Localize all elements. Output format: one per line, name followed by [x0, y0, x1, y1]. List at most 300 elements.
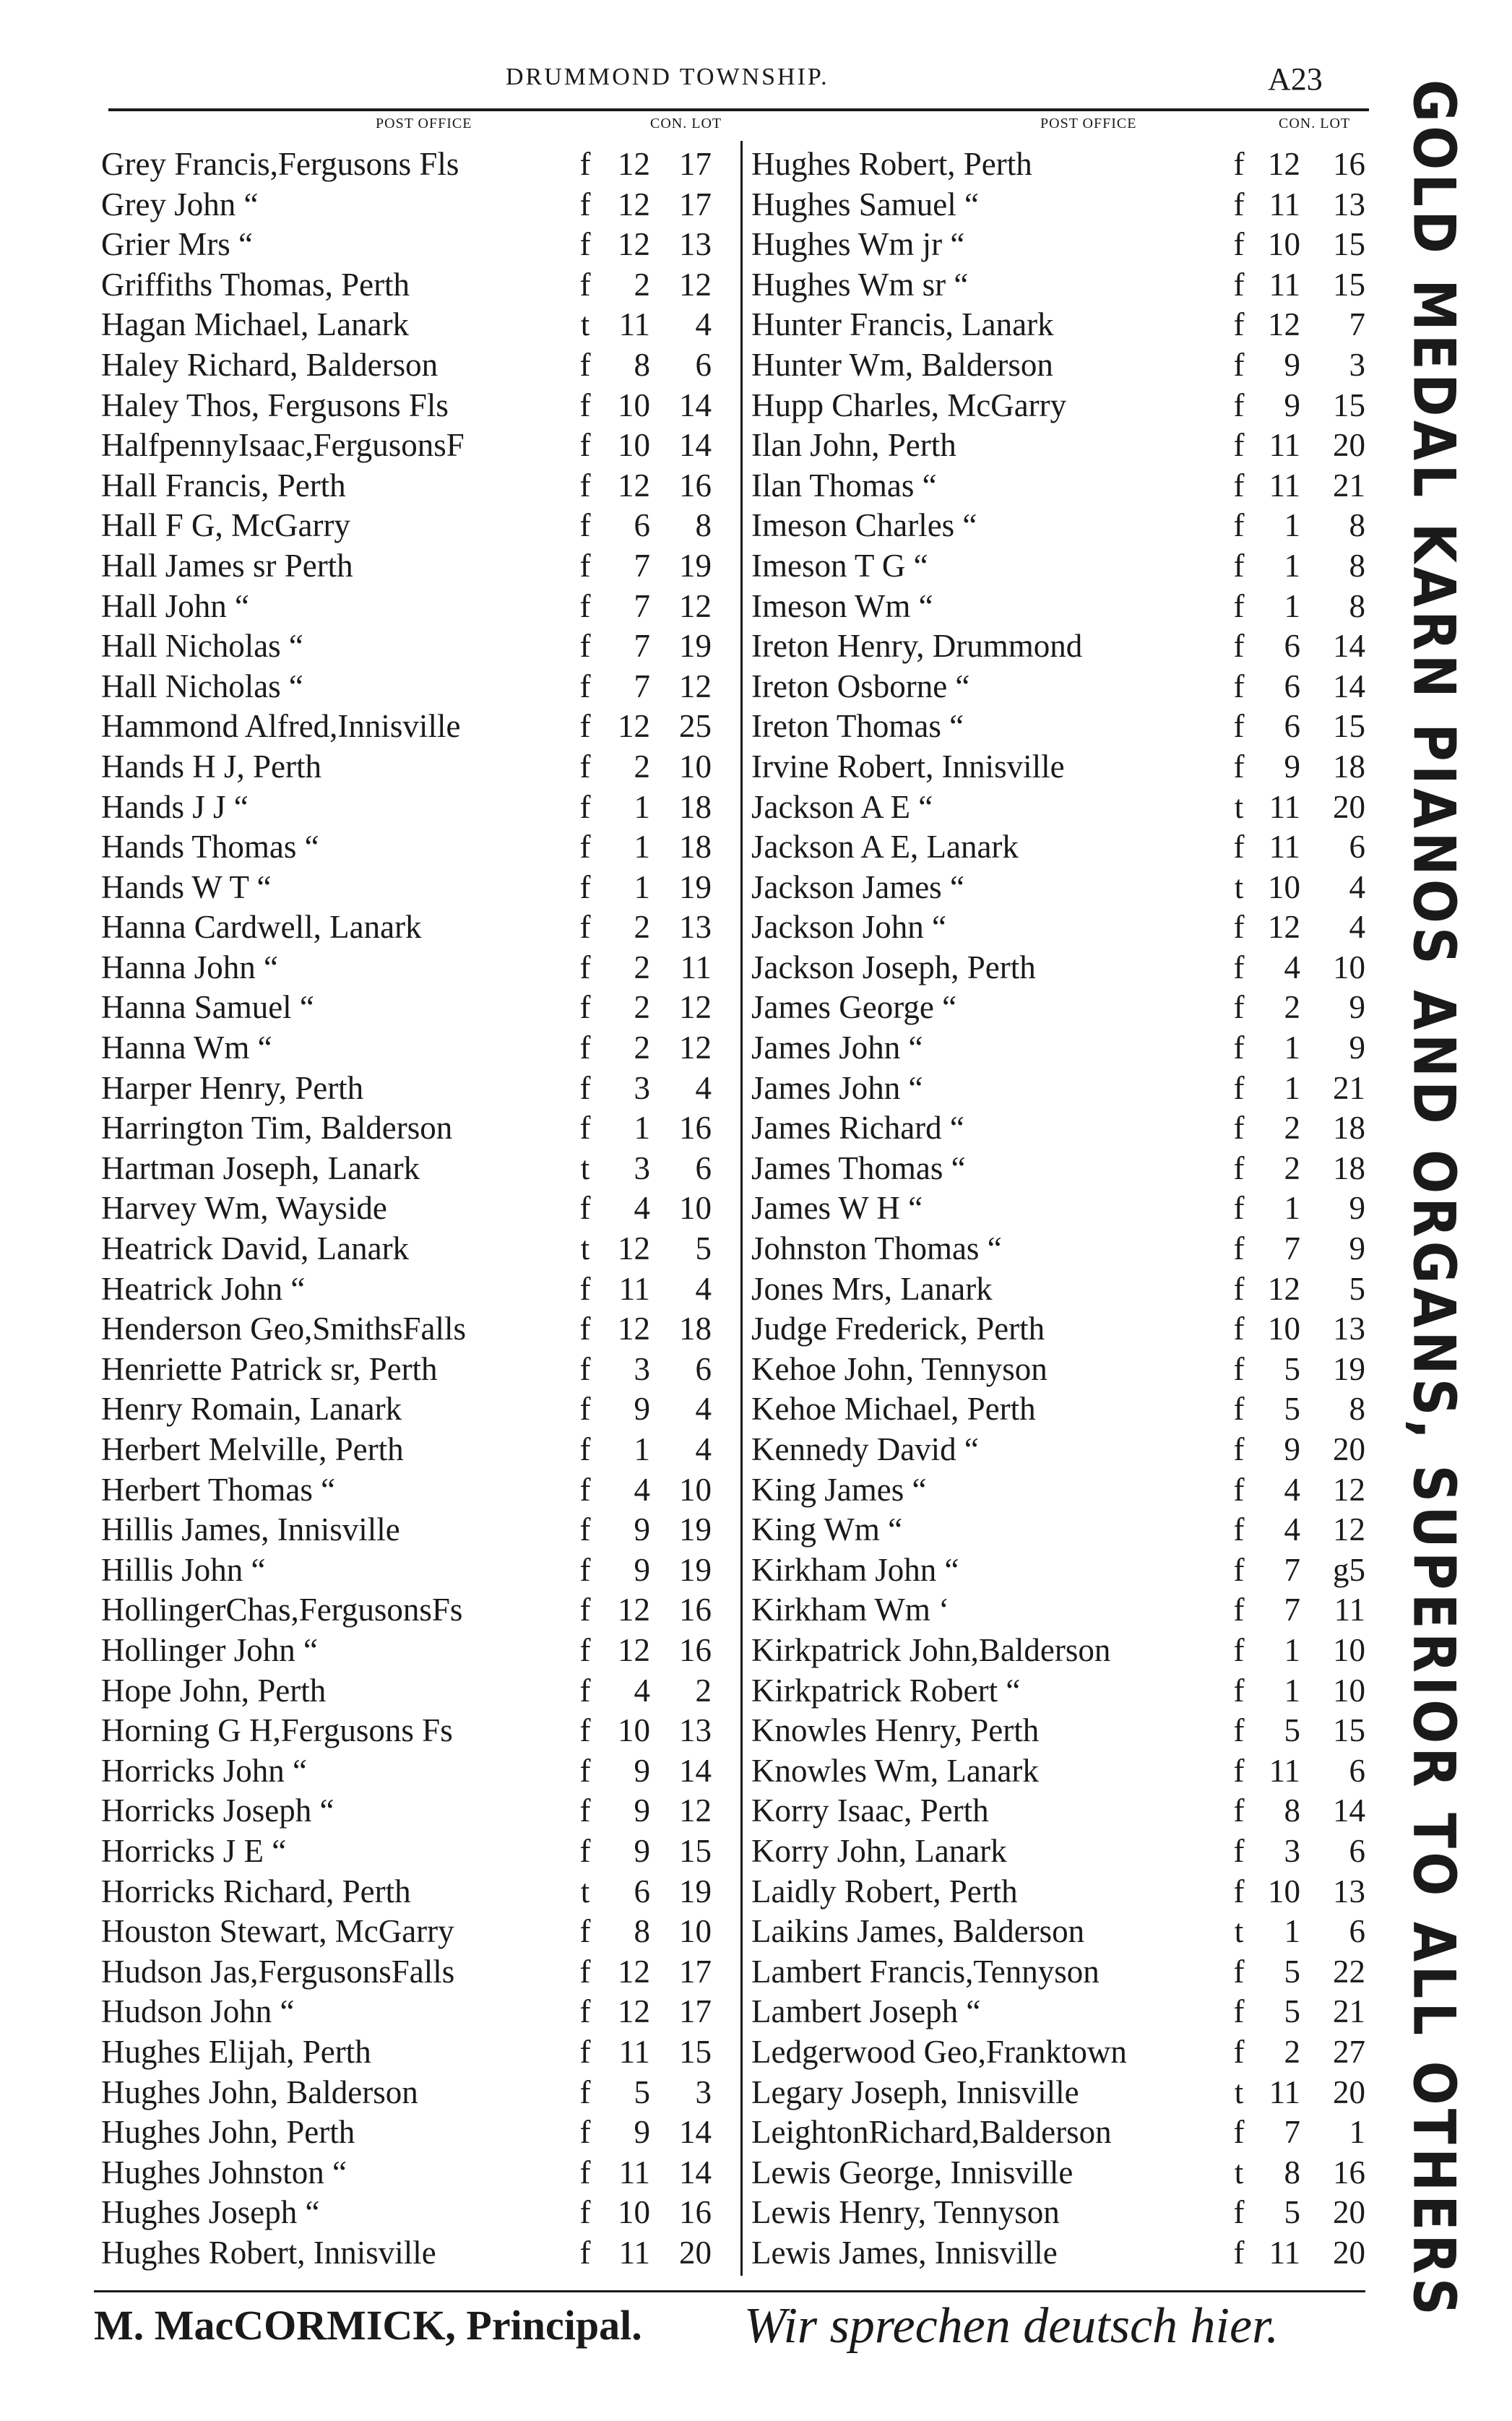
directory-entry	[751, 1912, 1373, 1952]
page-title: DRUMMOND TOWNSHIP.	[506, 64, 829, 90]
entry-con-type: f	[579, 909, 591, 946]
entry-lot: 4	[695, 1270, 712, 1307]
entry-con-type: f	[1233, 1551, 1245, 1588]
directory-entry	[101, 868, 737, 908]
entry-con-type: f	[1233, 1631, 1245, 1668]
entry-con-type: f	[579, 1953, 591, 1990]
entry-concession: 5	[1284, 1953, 1300, 1990]
entry-concession: 9	[634, 1551, 650, 1588]
entry-concession: 11	[618, 1270, 650, 1307]
entry-concession: 9	[1284, 1431, 1300, 1467]
entry-name: Henry Romain, Lanark	[101, 1391, 402, 1428]
directory-entry	[751, 1550, 1373, 1591]
directory-entry	[101, 345, 737, 386]
entry-concession: 1	[1284, 1913, 1300, 1950]
entry-concession: 12	[618, 226, 650, 263]
footer-german-note: Wir sprechen deutsch hier.	[744, 2298, 1279, 2354]
directory-entry	[751, 988, 1373, 1028]
entry-concession: 1	[1284, 1631, 1300, 1668]
directory-entry	[751, 1069, 1373, 1109]
entry-lot: 14	[679, 387, 712, 423]
entry-concession: 9	[634, 1752, 650, 1789]
directory-entry	[101, 1149, 737, 1189]
entry-name: Horricks J E “	[101, 1832, 287, 1869]
entry-con-type: f	[579, 2234, 591, 2271]
entry-con-type: t	[1234, 788, 1244, 825]
entry-lot: 16	[679, 2194, 712, 2231]
entry-name: Hanna Cardwell, Lanark	[101, 909, 422, 946]
entry-con-type: f	[1233, 1069, 1245, 1106]
entry-lot: 18	[1333, 1149, 1365, 1186]
entry-name: Hunter Francis, Lanark	[751, 306, 1054, 343]
entry-lot: 14	[1333, 628, 1365, 665]
directory-entry	[101, 546, 737, 587]
entry-lot: 8	[1349, 547, 1365, 584]
entry-con-type: f	[1233, 1873, 1245, 1909]
directory-entry	[751, 1108, 1373, 1149]
entry-name: Kirkham Wm ‘	[751, 1592, 950, 1628]
entry-lot: 8	[1349, 507, 1365, 544]
entry-con-type: f	[579, 2194, 591, 2231]
entry-name: Lewis George, Innisville	[751, 2154, 1073, 2191]
directory-entry	[101, 1069, 737, 1109]
entry-con-type: f	[579, 2033, 591, 2070]
entry-name: Harper Henry, Perth	[101, 1069, 364, 1106]
entry-con-type: f	[1233, 829, 1245, 866]
entry-con-type: f	[579, 1471, 591, 1508]
entry-concession: 6	[1284, 708, 1300, 745]
entry-concession: 2	[634, 1030, 650, 1066]
entry-name: HalfpennyIsaac,FergusonsF	[101, 427, 465, 464]
entry-name: Imeson T G “	[751, 547, 928, 584]
entry-concession: 3	[634, 1069, 650, 1106]
entry-con-type: f	[579, 186, 591, 223]
entry-lot: 12	[679, 989, 712, 1026]
entry-con-type: f	[579, 1350, 591, 1387]
left-post-office-heading: POST OFFICE	[376, 116, 472, 131]
entry-concession: 9	[634, 1511, 650, 1548]
entry-name: King Wm “	[751, 1511, 903, 1548]
entry-name: Kirkham John “	[751, 1551, 959, 1588]
entry-concession: 1	[1284, 1030, 1300, 1066]
directory-entry	[751, 1028, 1373, 1069]
entry-name: Jones Mrs, Lanark	[751, 1270, 993, 1307]
entry-con-type: f	[1233, 1030, 1245, 1066]
entry-name: Legary Joseph, Innisville	[751, 2073, 1079, 2110]
entry-concession: 12	[1268, 909, 1300, 946]
entry-con-type: f	[579, 226, 591, 263]
entry-con-type: f	[579, 829, 591, 866]
entry-con-type: f	[579, 1311, 591, 1347]
entry-lot: 6	[1349, 1913, 1365, 1950]
directory-entry	[751, 345, 1373, 386]
entry-con-type: f	[1233, 628, 1245, 665]
entry-con-type: f	[579, 628, 591, 665]
entry-con-type: f	[579, 1030, 591, 1066]
entry-lot: 9	[1349, 1030, 1365, 1066]
entry-concession: 5	[1284, 2194, 1300, 2231]
entry-con-type: f	[1233, 1953, 1245, 1990]
entry-lot: g5	[1333, 1551, 1365, 1588]
entry-name: Ilan John, Perth	[751, 427, 956, 464]
directory-entry	[101, 2073, 737, 2113]
directory-entry	[101, 2032, 737, 2073]
entry-concession: 11	[618, 2033, 650, 2070]
entry-name: Hall Francis, Perth	[101, 467, 346, 504]
entry-name: Kirkpatrick John,Balderson	[751, 1631, 1111, 1668]
entry-con-type: f	[579, 1270, 591, 1307]
directory-entry	[751, 1389, 1373, 1430]
side-advertisement-text: GOLD MEDAL KARN PIANOS AND ORGANS, SUPERIOR TO ALL OTHERS	[1400, 79, 1468, 2319]
directory-entry	[751, 426, 1373, 466]
entry-concession: 11	[1269, 186, 1300, 223]
entry-name: Hughes Robert, Innisville	[101, 2234, 436, 2271]
entry-concession: 5	[634, 2073, 650, 2110]
entry-con-type: f	[579, 748, 591, 785]
entry-name: Kehoe Michael, Perth	[751, 1391, 1036, 1428]
entry-lot: 15	[1333, 387, 1365, 423]
entry-lot: 4	[695, 1069, 712, 1106]
entry-concession: 10	[618, 1712, 650, 1749]
directory-entry	[751, 2193, 1373, 2233]
directory-entry	[101, 667, 737, 707]
entry-name: Laidly Robert, Perth	[751, 1873, 1018, 1909]
entry-name: Harrington Tim, Balderson	[101, 1110, 453, 1147]
entry-lot: 21	[1333, 1069, 1365, 1106]
directory-entry	[751, 185, 1373, 225]
entry-con-type: f	[1233, 1270, 1245, 1307]
entry-name: Hillis John “	[101, 1551, 266, 1588]
directory-entry	[101, 1550, 737, 1591]
directory-entry	[101, 1430, 737, 1470]
entry-name: Hughes John, Balderson	[101, 2073, 418, 2110]
entry-name: Ledgerwood Geo,Franktown	[751, 2033, 1127, 2070]
entry-lot: 14	[679, 1752, 712, 1789]
entry-concession: 3	[1284, 1832, 1300, 1869]
directory-entry	[101, 1510, 737, 1550]
entry-name: Jackson James “	[751, 868, 964, 905]
directory-entry	[751, 305, 1373, 345]
entry-lot: 6	[1349, 829, 1365, 866]
directory-entry	[751, 1229, 1373, 1269]
entry-concession: 12	[1268, 306, 1300, 343]
entry-lot: 18	[679, 788, 712, 825]
entry-concession: 6	[1284, 628, 1300, 665]
entry-con-type: f	[579, 2114, 591, 2151]
entry-lot: 14	[1333, 1792, 1365, 1829]
entry-name: James John “	[751, 1030, 923, 1066]
entry-name: Heatrick John “	[101, 1270, 306, 1307]
entry-name: Grey Francis,Fergusons Fls	[101, 146, 459, 182]
entry-name: Imeson Wm “	[751, 587, 933, 624]
entry-concession: 1	[634, 788, 650, 825]
entry-lot: 19	[679, 628, 712, 665]
entry-name: Hughes Johnston “	[101, 2154, 347, 2191]
directory-entry	[751, 587, 1373, 627]
entry-con-type: f	[579, 1752, 591, 1789]
entry-name: Hupp Charles, McGarry	[751, 387, 1067, 423]
entry-lot: 6	[695, 346, 712, 383]
directory-entry	[751, 1992, 1373, 2032]
entry-concession: 12	[618, 1311, 650, 1347]
entry-lot: 22	[1333, 1953, 1365, 1990]
entry-name: James Richard “	[751, 1110, 964, 1147]
directory-entry	[751, 1751, 1373, 1792]
entry-concession: 7	[634, 628, 650, 665]
directory-entry	[751, 1350, 1373, 1390]
entry-concession: 3	[634, 1350, 650, 1387]
entry-con-type: t	[580, 1230, 590, 1267]
entry-name: Hughes John, Perth	[101, 2114, 355, 2151]
entry-name: Jackson A E “	[751, 788, 933, 825]
entry-lot: 17	[679, 1993, 712, 2030]
entry-con-type: f	[1233, 507, 1245, 544]
entry-lot: 13	[1333, 1311, 1365, 1347]
entry-lot: 12	[1333, 1471, 1365, 1508]
directory-entry	[751, 225, 1373, 265]
entry-concession: 4	[1284, 949, 1300, 985]
entry-name: Hammond Alfred,Innisville	[101, 708, 461, 745]
entry-name: Korry Isaac, Perth	[751, 1792, 989, 1829]
entry-con-type: f	[1233, 708, 1245, 745]
entry-concession: 1	[1284, 1190, 1300, 1227]
directory-entry	[751, 667, 1373, 707]
directory-entry	[101, 1912, 737, 1952]
entry-concession: 12	[618, 708, 650, 745]
entry-name: Johnston Thomas “	[751, 1230, 1002, 1267]
entry-concession: 1	[634, 1110, 650, 1147]
entry-lot: 14	[679, 2154, 712, 2191]
directory-entry	[101, 1671, 737, 1712]
entry-concession: 7	[634, 668, 650, 704]
entry-concession: 2	[1284, 2033, 1300, 2070]
entry-name: Houston Stewart, McGarry	[101, 1913, 454, 1950]
entry-name: Henriette Patrick sr, Perth	[101, 1350, 438, 1387]
entry-con-type: f	[1233, 668, 1245, 704]
directory-entry	[101, 747, 737, 787]
entry-name: Ireton Henry, Drummond	[751, 628, 1083, 665]
entry-lot: 4	[695, 306, 712, 343]
directory-entry	[751, 1952, 1373, 1993]
entry-concession: 11	[1269, 2073, 1300, 2110]
directory-entry	[751, 1470, 1373, 1511]
entry-con-type: f	[1233, 989, 1245, 1026]
entry-concession: 9	[634, 1832, 650, 1869]
entry-lot: 9	[1349, 1230, 1365, 1267]
entry-con-type: f	[579, 547, 591, 584]
entry-lot: 5	[1349, 1270, 1365, 1307]
entry-con-type: f	[1233, 346, 1245, 383]
entry-con-type: f	[579, 587, 591, 624]
entry-concession: 12	[618, 146, 650, 182]
entry-lot: 16	[679, 1592, 712, 1628]
entry-con-type: f	[579, 949, 591, 985]
entry-concession: 8	[634, 1913, 650, 1950]
entry-con-type: f	[579, 1551, 591, 1588]
entry-name: Grey John “	[101, 186, 259, 223]
entry-con-type: f	[1233, 467, 1245, 504]
entry-lot: 2	[695, 1672, 712, 1709]
entry-name: Hall John “	[101, 587, 249, 624]
directory-entry	[101, 225, 737, 265]
directory-entry	[101, 1872, 737, 1912]
directory-entry	[101, 1711, 737, 1751]
entry-concession: 6	[634, 507, 650, 544]
entry-concession: 5	[1284, 1350, 1300, 1387]
entry-lot: 18	[1333, 1110, 1365, 1147]
entry-lot: 4	[1349, 868, 1365, 905]
entry-name: Herbert Thomas “	[101, 1471, 336, 1508]
entry-con-type: f	[1233, 587, 1245, 624]
entry-concession: 9	[1284, 387, 1300, 423]
entry-name: Ireton Thomas “	[751, 708, 964, 745]
entry-lot: 8	[1349, 1391, 1365, 1428]
directory-entry	[101, 626, 737, 667]
entry-name: Hunter Wm, Balderson	[751, 346, 1053, 383]
entry-concession: 11	[618, 306, 650, 343]
entry-concession: 9	[634, 2114, 650, 2151]
directory-entry	[751, 1149, 1373, 1189]
entry-concession: 6	[1284, 668, 1300, 704]
entry-name: Horricks Joseph “	[101, 1792, 334, 1829]
directory-entry	[751, 1831, 1373, 1872]
directory-entry	[751, 1631, 1373, 1671]
entry-name: Horricks John “	[101, 1752, 307, 1789]
entry-lot: 15	[1333, 708, 1365, 745]
entry-con-type: f	[579, 1431, 591, 1467]
directory-entry	[101, 1791, 737, 1831]
entry-con-type: f	[579, 266, 591, 303]
directory-entry	[101, 426, 737, 466]
entry-con-type: t	[1234, 1913, 1244, 1950]
entry-lot: 21	[1333, 467, 1365, 504]
entry-concession: 4	[1284, 1511, 1300, 1548]
entry-lot: 12	[679, 587, 712, 624]
left-directory-column	[101, 144, 737, 2273]
entry-con-type: f	[579, 387, 591, 423]
entry-concession: 1	[1284, 1069, 1300, 1106]
entry-con-type: f	[1233, 748, 1245, 785]
entry-lot: 15	[1333, 266, 1365, 303]
directory-entry	[751, 2073, 1373, 2113]
entry-con-type: f	[1233, 2114, 1245, 2151]
entry-concession: 2	[1284, 1110, 1300, 1147]
entry-con-type: f	[579, 2073, 591, 2110]
entry-concession: 11	[1269, 2234, 1300, 2271]
entry-con-type: f	[1233, 427, 1245, 464]
entry-name: Heatrick David, Lanark	[101, 1230, 410, 1267]
directory-entry	[101, 827, 737, 868]
entry-name: Harvey Wm, Wayside	[101, 1190, 387, 1227]
entry-con-type: f	[1233, 226, 1245, 263]
entry-con-type: f	[1233, 186, 1245, 223]
entry-name: Hollinger John “	[101, 1631, 318, 1668]
directory-entry	[751, 707, 1373, 747]
entry-con-type: f	[1233, 1311, 1245, 1347]
directory-entry	[751, 1309, 1373, 1350]
entry-lot: 19	[679, 1551, 712, 1588]
entry-concession: 10	[618, 2194, 650, 2231]
entry-lot: 10	[1333, 949, 1365, 985]
directory-entry	[101, 1992, 737, 2032]
entry-name: Knowles Henry, Perth	[751, 1712, 1040, 1749]
entry-lot: 3	[1349, 346, 1365, 383]
directory-entry	[101, 1389, 737, 1430]
entry-con-type: t	[580, 1149, 590, 1186]
entry-concession: 11	[1269, 1752, 1300, 1789]
entry-concession: 12	[618, 467, 650, 504]
entry-concession: 7	[1284, 1551, 1300, 1588]
entry-concession: 1	[1284, 547, 1300, 584]
directory-entry	[101, 787, 737, 828]
entry-concession: 11	[1269, 427, 1300, 464]
entry-concession: 2	[634, 748, 650, 785]
entry-name: Kehoe John, Tennyson	[751, 1350, 1047, 1387]
entry-name: Lambert Joseph “	[751, 1993, 981, 2030]
directory-entry	[101, 1028, 737, 1069]
directory-entry	[751, 466, 1373, 506]
directory-entry	[101, 185, 737, 225]
directory-entry	[101, 907, 737, 948]
entry-lot: 6	[1349, 1752, 1365, 1789]
entry-con-type: f	[1233, 1391, 1245, 1428]
entry-con-type: f	[579, 989, 591, 1026]
footer-rule	[94, 2290, 1365, 2292]
directory-entry	[101, 265, 737, 306]
entry-con-type: f	[1233, 1993, 1245, 2030]
entry-concession: 9	[1284, 748, 1300, 785]
entry-name: Kennedy David “	[751, 1431, 979, 1467]
entry-concession: 12	[1268, 1270, 1300, 1307]
entry-con-type: f	[579, 668, 591, 704]
entry-con-type: f	[1233, 306, 1245, 343]
entry-name: Hughes Wm jr “	[751, 226, 965, 263]
entry-lot: 1	[1349, 2114, 1365, 2151]
directory-entry	[101, 1229, 737, 1269]
directory-entry	[751, 907, 1373, 948]
directory-entry	[101, 1269, 737, 1310]
directory-entry	[101, 1188, 737, 1229]
entry-name: Hagan Michael, Lanark	[101, 306, 410, 343]
entry-lot: 8	[1349, 587, 1365, 624]
entry-concession: 11	[1269, 266, 1300, 303]
entry-con-type: f	[1233, 949, 1245, 985]
entry-name: Hillis James, Innisville	[101, 1511, 400, 1548]
entry-name: Hands H J, Perth	[101, 748, 321, 785]
entry-concession: 7	[1284, 1592, 1300, 1628]
entry-con-type: f	[1233, 2033, 1245, 2070]
entry-con-type: f	[1233, 1149, 1245, 1186]
entry-name: Jackson Joseph, Perth	[751, 949, 1036, 985]
entry-concession: 5	[1284, 1712, 1300, 1749]
entry-name: Hughes Robert, Perth	[751, 146, 1032, 182]
directory-entry	[751, 1510, 1373, 1550]
entry-name: Hands W T “	[101, 868, 272, 905]
entry-lot: 13	[1333, 1873, 1365, 1909]
entry-lot: 19	[679, 1511, 712, 1548]
entry-con-type: f	[1233, 1712, 1245, 1749]
entry-con-type: f	[579, 467, 591, 504]
entry-concession: 9	[1284, 346, 1300, 383]
entry-name: Lewis Henry, Tennyson	[751, 2194, 1060, 2231]
entry-concession: 7	[1284, 1230, 1300, 1267]
entry-lot: 19	[1333, 1350, 1365, 1387]
entry-con-type: f	[1233, 1230, 1245, 1267]
entry-lot: 12	[679, 266, 712, 303]
directory-entry	[751, 1430, 1373, 1470]
entry-lot: 20	[1333, 427, 1365, 464]
entry-lot: 16	[679, 1631, 712, 1668]
